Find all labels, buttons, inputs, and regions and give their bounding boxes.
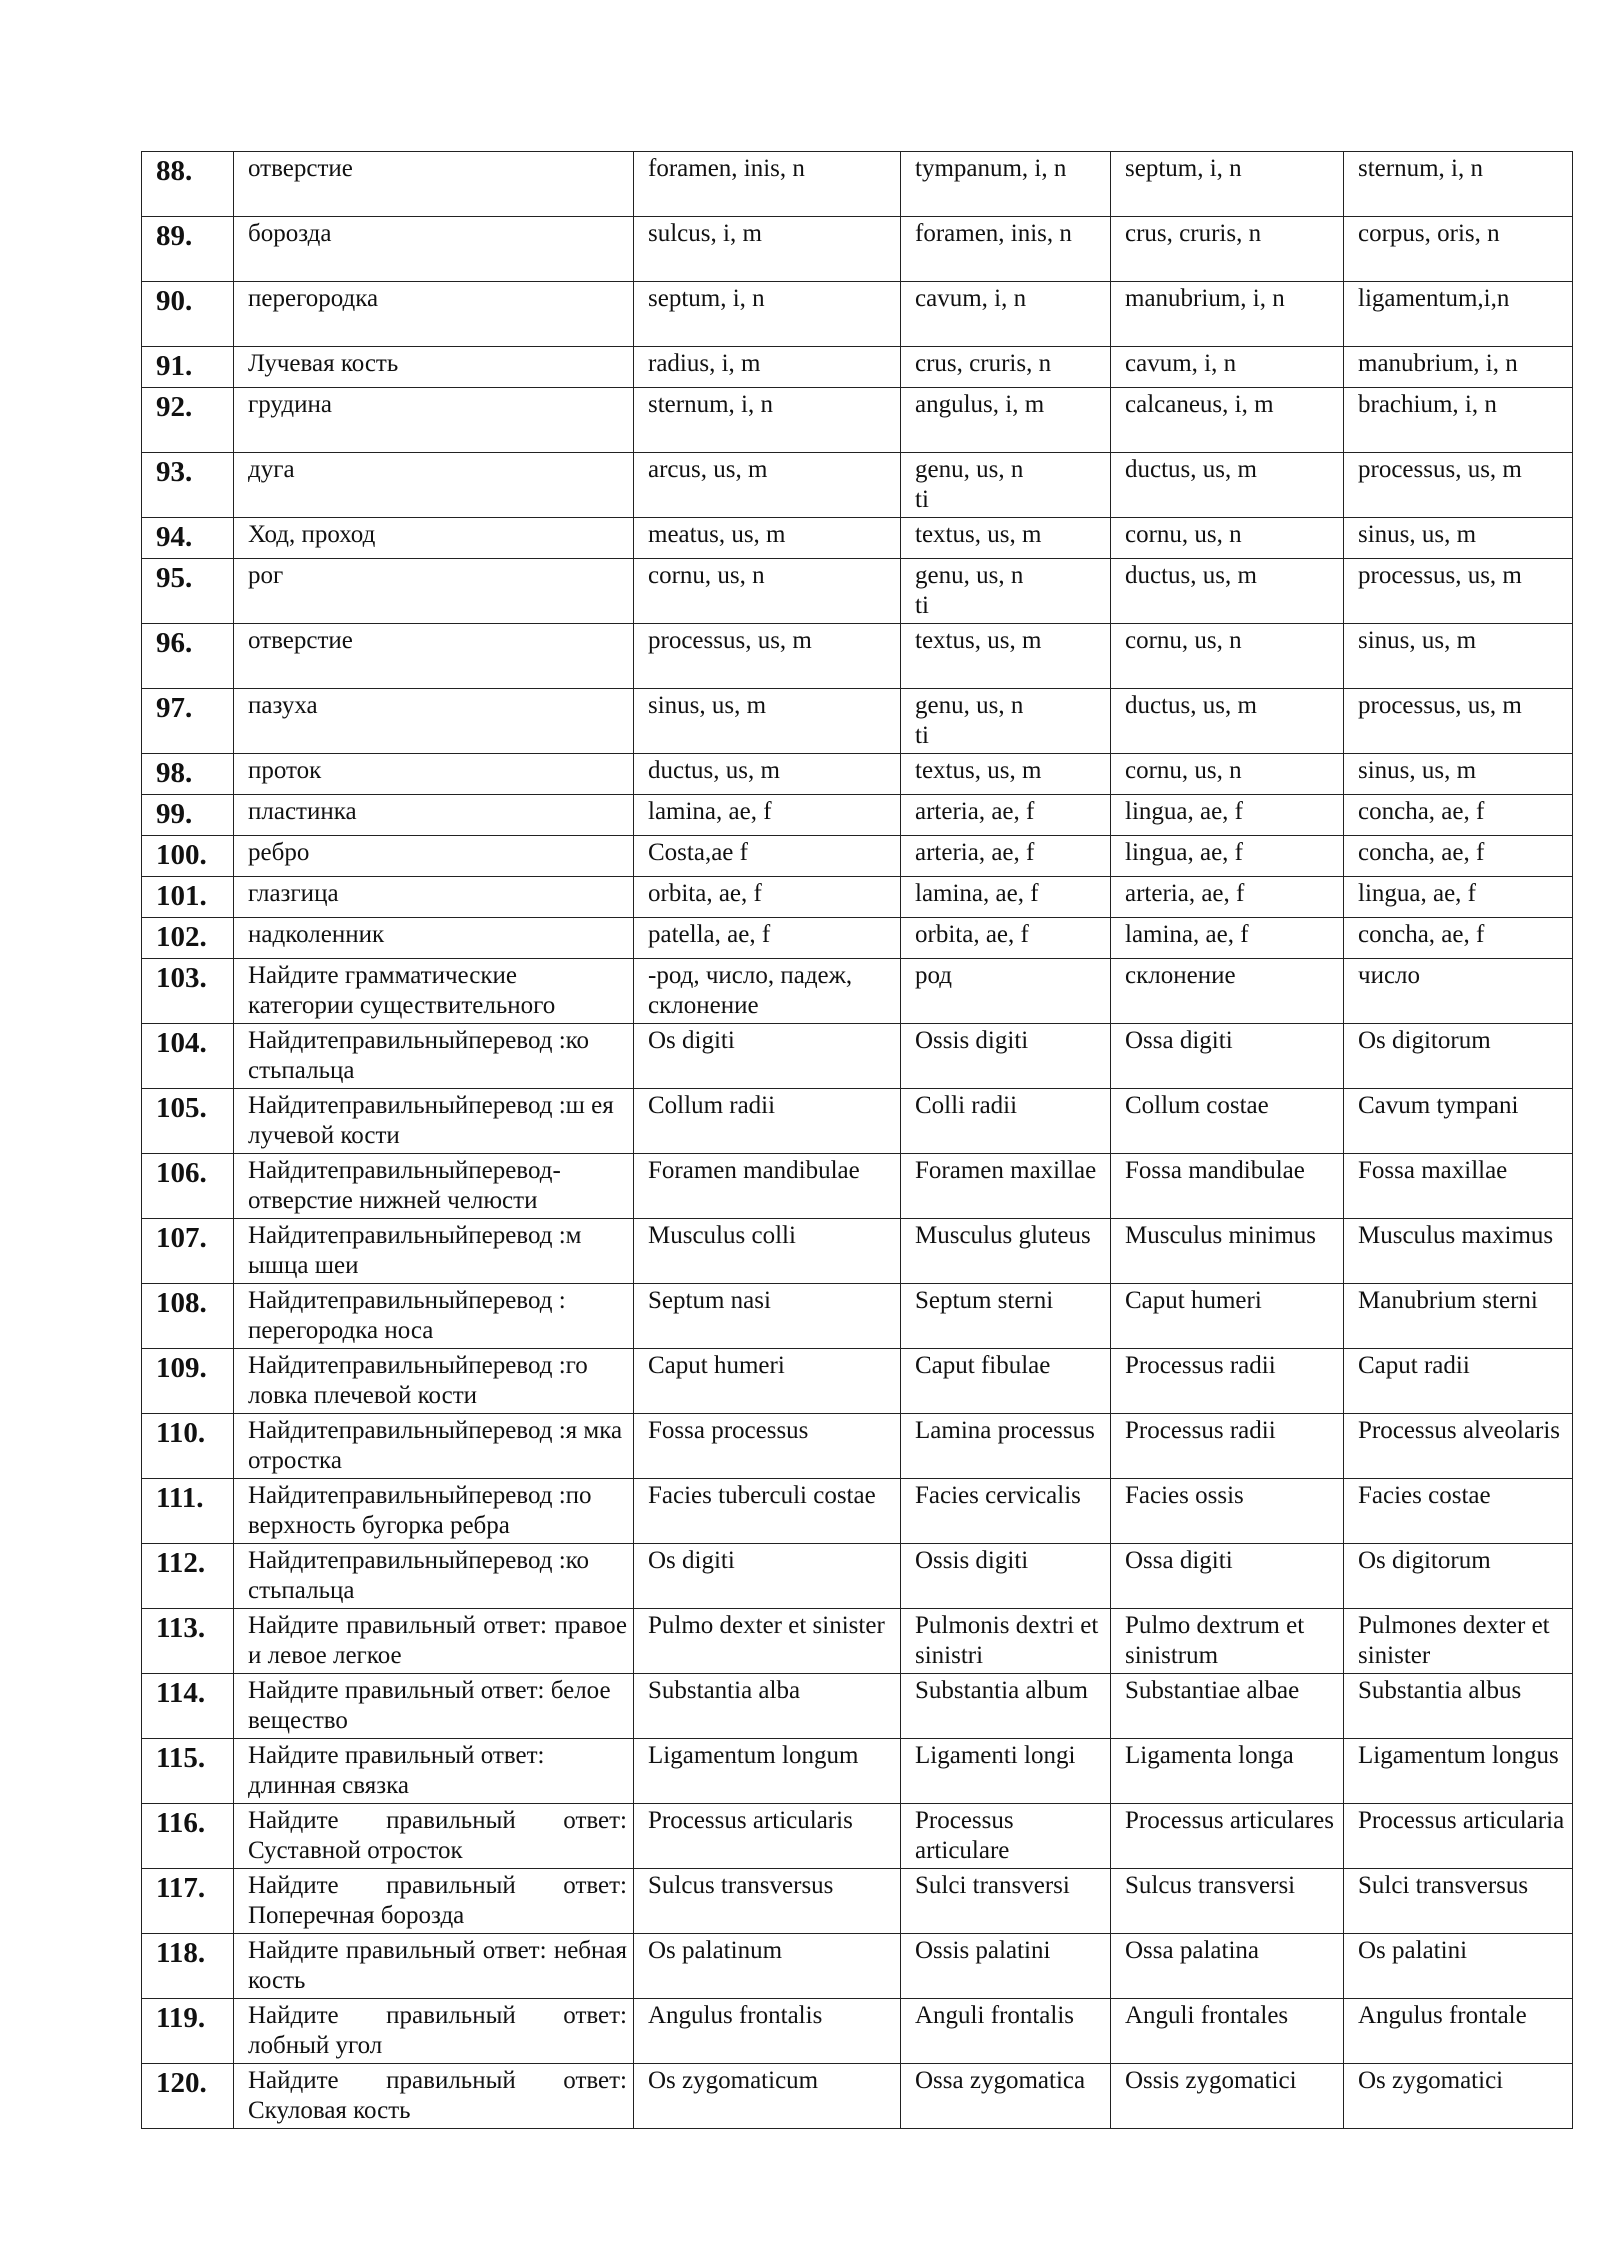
answer-option-a: Musculus colli bbox=[634, 1219, 901, 1284]
answer-option-b: Processus articulare bbox=[901, 1804, 1111, 1869]
answer-option-a: Fossa processus bbox=[634, 1414, 901, 1479]
question-text: глазгица bbox=[234, 877, 634, 918]
question-number: 89. bbox=[142, 217, 234, 282]
answer-option-c: Substantiae albae bbox=[1111, 1674, 1344, 1739]
answer-option-c: Musculus minimus bbox=[1111, 1219, 1344, 1284]
answer-option-b: Facies cervicalis bbox=[901, 1479, 1111, 1544]
question-text: Найдите правильный ответ: лобный угол bbox=[234, 1999, 634, 2064]
answer-option-d: concha, ae, f bbox=[1344, 795, 1573, 836]
answer-option-b: genu, us, n ti bbox=[901, 453, 1111, 518]
question-number: 110. bbox=[142, 1414, 234, 1479]
answer-option-d: число bbox=[1344, 959, 1573, 1024]
answer-option-a: Angulus frontalis bbox=[634, 1999, 901, 2064]
answer-option-b: genu, us, n ti bbox=[901, 559, 1111, 624]
answer-option-c: Fossa mandibulae bbox=[1111, 1154, 1344, 1219]
table-row bbox=[142, 347, 1573, 388]
answer-option-a: meatus, us, m bbox=[634, 518, 901, 559]
answer-option-d: Os digitorum bbox=[1344, 1544, 1573, 1609]
answer-option-d: concha, ae, f bbox=[1344, 918, 1573, 959]
table-row bbox=[142, 388, 1573, 453]
answer-option-a: Os palatinum bbox=[634, 1934, 901, 1999]
question-text: Лучевая кость bbox=[234, 347, 634, 388]
answer-option-a: lamina, ae, f bbox=[634, 795, 901, 836]
answer-option-b: Anguli frontalis bbox=[901, 1999, 1111, 2064]
table-row bbox=[142, 1024, 1573, 1089]
table-row bbox=[142, 1999, 1573, 2064]
answer-option-a: Sulcus transversus bbox=[634, 1869, 901, 1934]
question-text: рог bbox=[234, 559, 634, 624]
table-row bbox=[142, 877, 1573, 918]
question-text: дуга bbox=[234, 453, 634, 518]
answer-option-d: ligamentum,i,n bbox=[1344, 282, 1573, 347]
answer-option-d: Os zygomatici bbox=[1344, 2064, 1573, 2129]
answer-option-c: manubrium, i, n bbox=[1111, 282, 1344, 347]
question-text: Найдитеправильныйперевод :я мка отростка bbox=[234, 1414, 634, 1479]
answer-option-c: Caput humeri bbox=[1111, 1284, 1344, 1349]
question-text: Найдитеправильныйперевод :ш ея лучевой кости bbox=[234, 1089, 634, 1154]
answer-option-b: род bbox=[901, 959, 1111, 1024]
answer-option-d: sternum, i, n bbox=[1344, 152, 1573, 217]
answer-option-a: Ligamentum longum bbox=[634, 1739, 901, 1804]
question-number: 97. bbox=[142, 689, 234, 754]
question-text: Найдите правильный ответ: Суставной отросток bbox=[234, 1804, 634, 1869]
answer-option-a: sulcus, i, m bbox=[634, 217, 901, 282]
question-number: 118. bbox=[142, 1934, 234, 1999]
question-number: 113. bbox=[142, 1609, 234, 1674]
question-text: проток bbox=[234, 754, 634, 795]
answer-option-d: Os digitorum bbox=[1344, 1024, 1573, 1089]
question-text: отверстие bbox=[234, 152, 634, 217]
answer-option-c: Pulmo dextrum et sinistrum bbox=[1111, 1609, 1344, 1674]
question-text: пазуха bbox=[234, 689, 634, 754]
question-number: 98. bbox=[142, 754, 234, 795]
answer-option-a: -род, число, падеж, склонение bbox=[634, 959, 901, 1024]
answer-option-c: Collum costae bbox=[1111, 1089, 1344, 1154]
answer-option-d: Fossa maxillae bbox=[1344, 1154, 1573, 1219]
answer-option-c: Ossa digiti bbox=[1111, 1024, 1344, 1089]
answer-option-c: склонение bbox=[1111, 959, 1344, 1024]
question-number: 94. bbox=[142, 518, 234, 559]
answer-option-a: patella, ae, f bbox=[634, 918, 901, 959]
question-text: Найдите правильный ответ: Поперечная борозда bbox=[234, 1869, 634, 1934]
answer-option-d: Facies costae bbox=[1344, 1479, 1573, 1544]
answer-option-a: Substantia alba bbox=[634, 1674, 901, 1739]
answer-option-d: processus, us, m bbox=[1344, 689, 1573, 754]
question-text: Найдите грамматические категории существительного bbox=[234, 959, 634, 1024]
question-number: 99. bbox=[142, 795, 234, 836]
question-number: 88. bbox=[142, 152, 234, 217]
question-number: 114. bbox=[142, 1674, 234, 1739]
answer-option-d: lingua, ae, f bbox=[1344, 877, 1573, 918]
table-row bbox=[142, 1219, 1573, 1284]
answer-option-a: Os zygomaticum bbox=[634, 2064, 901, 2129]
table-row bbox=[142, 1479, 1573, 1544]
answer-option-b: angulus, i, m bbox=[901, 388, 1111, 453]
answer-option-c: septum, i, n bbox=[1111, 152, 1344, 217]
answer-option-a: Caput humeri bbox=[634, 1349, 901, 1414]
table-row bbox=[142, 1804, 1573, 1869]
answer-option-a: Processus articularis bbox=[634, 1804, 901, 1869]
answer-option-b: textus, us, m bbox=[901, 518, 1111, 559]
table-row bbox=[142, 282, 1573, 347]
question-number: 120. bbox=[142, 2064, 234, 2129]
answer-option-c: ductus, us, m bbox=[1111, 453, 1344, 518]
answer-option-c: cavum, i, n bbox=[1111, 347, 1344, 388]
question-number: 116. bbox=[142, 1804, 234, 1869]
answer-option-c: Ossa digiti bbox=[1111, 1544, 1344, 1609]
answer-option-b: Caput fibulae bbox=[901, 1349, 1111, 1414]
question-text: Найдите правильный ответ: белое вещество bbox=[234, 1674, 634, 1739]
table-row bbox=[142, 795, 1573, 836]
answer-option-c: Ossa palatina bbox=[1111, 1934, 1344, 1999]
answer-option-d: processus, us, m bbox=[1344, 559, 1573, 624]
answer-option-b: textus, us, m bbox=[901, 754, 1111, 795]
question-number: 93. bbox=[142, 453, 234, 518]
table-row bbox=[142, 1739, 1573, 1804]
table-row bbox=[142, 918, 1573, 959]
question-number: 108. bbox=[142, 1284, 234, 1349]
question-text: Найдитеправильныйперевод :ко стьпальца bbox=[234, 1544, 634, 1609]
question-text: грудина bbox=[234, 388, 634, 453]
answer-option-a: foramen, inis, n bbox=[634, 152, 901, 217]
answer-option-d: Processus articularia bbox=[1344, 1804, 1573, 1869]
answer-option-d: Ligamentum longus bbox=[1344, 1739, 1573, 1804]
answer-option-d: Pulmones dexter et sinister bbox=[1344, 1609, 1573, 1674]
answer-option-b: Septum sterni bbox=[901, 1284, 1111, 1349]
table-row bbox=[142, 1544, 1573, 1609]
table-row bbox=[142, 518, 1573, 559]
question-text: Найдите правильный ответ: длинная связка bbox=[234, 1739, 634, 1804]
answer-option-b: arteria, ae, f bbox=[901, 836, 1111, 877]
answer-option-d: sinus, us, m bbox=[1344, 518, 1573, 559]
table-row bbox=[142, 1869, 1573, 1934]
question-number: 105. bbox=[142, 1089, 234, 1154]
question-text: Найдитеправильныйперевод :по верхность бугорка ребра bbox=[234, 1479, 634, 1544]
question-text: перегородка bbox=[234, 282, 634, 347]
answer-option-a: radius, i, m bbox=[634, 347, 901, 388]
answer-option-d: Angulus frontale bbox=[1344, 1999, 1573, 2064]
answer-option-a: sinus, us, m bbox=[634, 689, 901, 754]
answer-option-d: Manubrium sterni bbox=[1344, 1284, 1573, 1349]
answer-option-c: Sulcus transversi bbox=[1111, 1869, 1344, 1934]
answer-option-c: cornu, us, n bbox=[1111, 754, 1344, 795]
table-row bbox=[142, 1609, 1573, 1674]
question-text: Найдите правильный ответ: Скуловая кость bbox=[234, 2064, 634, 2129]
table-row bbox=[142, 2064, 1573, 2129]
answer-option-c: calcaneus, i, m bbox=[1111, 388, 1344, 453]
answer-option-b: Lamina processus bbox=[901, 1414, 1111, 1479]
question-number: 111. bbox=[142, 1479, 234, 1544]
question-number: 103. bbox=[142, 959, 234, 1024]
answer-option-d: processus, us, m bbox=[1344, 453, 1573, 518]
answer-option-b: arteria, ae, f bbox=[901, 795, 1111, 836]
answer-option-d: Substantia albus bbox=[1344, 1674, 1573, 1739]
answer-option-b: tympanum, i, n bbox=[901, 152, 1111, 217]
answer-option-c: cornu, us, n bbox=[1111, 624, 1344, 689]
answer-option-a: ductus, us, m bbox=[634, 754, 901, 795]
table-row bbox=[142, 1154, 1573, 1219]
answer-option-a: Collum radii bbox=[634, 1089, 901, 1154]
answer-option-b: foramen, inis, n bbox=[901, 217, 1111, 282]
answer-option-c: Ossis zygomatici bbox=[1111, 2064, 1344, 2129]
question-text: пластинка bbox=[234, 795, 634, 836]
answer-option-a: arcus, us, m bbox=[634, 453, 901, 518]
answer-option-d: Musculus maximus bbox=[1344, 1219, 1573, 1284]
answer-option-c: Processus radii bbox=[1111, 1349, 1344, 1414]
table-row bbox=[142, 1674, 1573, 1739]
answer-option-b: genu, us, n ti bbox=[901, 689, 1111, 754]
question-number: 96. bbox=[142, 624, 234, 689]
answer-option-c: Ligamenta longa bbox=[1111, 1739, 1344, 1804]
answer-option-d: Processus alveolaris bbox=[1344, 1414, 1573, 1479]
answer-option-a: orbita, ae, f bbox=[634, 877, 901, 918]
answer-option-a: Foramen mandibulae bbox=[634, 1154, 901, 1219]
question-number: 115. bbox=[142, 1739, 234, 1804]
answer-option-d: Caput radii bbox=[1344, 1349, 1573, 1414]
question-number: 92. bbox=[142, 388, 234, 453]
answer-option-d: Os palatini bbox=[1344, 1934, 1573, 1999]
table-row bbox=[142, 836, 1573, 877]
answer-option-c: arteria, ae, f bbox=[1111, 877, 1344, 918]
question-text: Найдитеправильныйперевод :м ышца шеи bbox=[234, 1219, 634, 1284]
table-row bbox=[142, 1284, 1573, 1349]
table-row bbox=[142, 152, 1573, 217]
question-text: Найдитеправильныйперевод- отверстие нижней челюсти bbox=[234, 1154, 634, 1219]
question-number: 102. bbox=[142, 918, 234, 959]
answer-option-d: manubrium, i, n bbox=[1344, 347, 1573, 388]
question-text: отверстие bbox=[234, 624, 634, 689]
answer-option-d: Cavum tympani bbox=[1344, 1089, 1573, 1154]
question-number: 119. bbox=[142, 1999, 234, 2064]
answer-option-b: Ossa zygomatica bbox=[901, 2064, 1111, 2129]
table-row bbox=[142, 689, 1573, 754]
answer-option-c: ductus, us, m bbox=[1111, 689, 1344, 754]
answer-option-c: ductus, us, m bbox=[1111, 559, 1344, 624]
table-row bbox=[142, 559, 1573, 624]
table-row bbox=[142, 1349, 1573, 1414]
answer-option-c: Processus radii bbox=[1111, 1414, 1344, 1479]
answer-option-b: Ossis digiti bbox=[901, 1024, 1111, 1089]
answer-option-a: Facies tuberculi costae bbox=[634, 1479, 901, 1544]
answer-option-c: cornu, us, n bbox=[1111, 518, 1344, 559]
answer-option-b: crus, cruris, n bbox=[901, 347, 1111, 388]
question-number: 107. bbox=[142, 1219, 234, 1284]
question-text: Найдите правильный ответ: правое и левое легкое bbox=[234, 1609, 634, 1674]
question-number: 100. bbox=[142, 836, 234, 877]
answer-option-a: Pulmo dexter et sinister bbox=[634, 1609, 901, 1674]
question-text: ребро bbox=[234, 836, 634, 877]
question-number: 91. bbox=[142, 347, 234, 388]
answer-option-b: cavum, i, n bbox=[901, 282, 1111, 347]
question-number: 101. bbox=[142, 877, 234, 918]
answer-option-c: lamina, ae, f bbox=[1111, 918, 1344, 959]
answer-option-b: Colli radii bbox=[901, 1089, 1111, 1154]
table-row bbox=[142, 959, 1573, 1024]
question-table bbox=[141, 151, 1573, 2129]
answer-option-d: sinus, us, m bbox=[1344, 624, 1573, 689]
answer-option-d: concha, ae, f bbox=[1344, 836, 1573, 877]
table-row bbox=[142, 217, 1573, 282]
answer-option-a: processus, us, m bbox=[634, 624, 901, 689]
answer-option-d: Sulci transversus bbox=[1344, 1869, 1573, 1934]
question-number: 106. bbox=[142, 1154, 234, 1219]
question-table-body bbox=[142, 152, 1573, 2129]
answer-option-c: crus, cruris, n bbox=[1111, 217, 1344, 282]
question-text: Найдитеправильныйперевод :го ловка плечевой кости bbox=[234, 1349, 634, 1414]
table-row bbox=[142, 1414, 1573, 1479]
question-number: 117. bbox=[142, 1869, 234, 1934]
answer-option-b: Foramen maxillae bbox=[901, 1154, 1111, 1219]
answer-option-b: Musculus gluteus bbox=[901, 1219, 1111, 1284]
answer-option-d: corpus, oris, n bbox=[1344, 217, 1573, 282]
table-row bbox=[142, 1934, 1573, 1999]
answer-option-b: orbita, ae, f bbox=[901, 918, 1111, 959]
question-text: надколенник bbox=[234, 918, 634, 959]
answer-option-c: lingua, ae, f bbox=[1111, 795, 1344, 836]
answer-option-b: Ossis palatini bbox=[901, 1934, 1111, 1999]
answer-option-a: Costa,ae f bbox=[634, 836, 901, 877]
question-number: 95. bbox=[142, 559, 234, 624]
answer-option-c: Anguli frontales bbox=[1111, 1999, 1344, 2064]
answer-option-b: Pulmonis dextri et sinistri bbox=[901, 1609, 1111, 1674]
table-row bbox=[142, 624, 1573, 689]
question-text: борозда bbox=[234, 217, 634, 282]
answer-option-d: brachium, i, n bbox=[1344, 388, 1573, 453]
answer-option-b: Substantia album bbox=[901, 1674, 1111, 1739]
question-text: Найдитеправильныйперевод :ко стьпальца bbox=[234, 1024, 634, 1089]
table-row bbox=[142, 754, 1573, 795]
answer-option-b: Ligamenti longi bbox=[901, 1739, 1111, 1804]
answer-option-a: septum, i, n bbox=[634, 282, 901, 347]
answer-option-a: sternum, i, n bbox=[634, 388, 901, 453]
table-row bbox=[142, 453, 1573, 518]
question-text: Ход, проход bbox=[234, 518, 634, 559]
answer-option-a: Os digiti bbox=[634, 1024, 901, 1089]
question-number: 104. bbox=[142, 1024, 234, 1089]
question-number: 109. bbox=[142, 1349, 234, 1414]
answer-option-d: sinus, us, m bbox=[1344, 754, 1573, 795]
answer-option-b: Sulci transversi bbox=[901, 1869, 1111, 1934]
question-text: Найдите правильный ответ: небная кость bbox=[234, 1934, 634, 1999]
answer-option-c: Processus articulares bbox=[1111, 1804, 1344, 1869]
question-text: Найдитеправильныйперевод : перегородка носа bbox=[234, 1284, 634, 1349]
table-row bbox=[142, 1089, 1573, 1154]
answer-option-b: Ossis digiti bbox=[901, 1544, 1111, 1609]
question-number: 90. bbox=[142, 282, 234, 347]
answer-option-a: cornu, us, n bbox=[634, 559, 901, 624]
question-number: 112. bbox=[142, 1544, 234, 1609]
answer-option-c: Facies ossis bbox=[1111, 1479, 1344, 1544]
answer-option-b: lamina, ae, f bbox=[901, 877, 1111, 918]
answer-option-b: textus, us, m bbox=[901, 624, 1111, 689]
answer-option-a: Os digiti bbox=[634, 1544, 901, 1609]
answer-option-a: Septum nasi bbox=[634, 1284, 901, 1349]
answer-option-c: lingua, ae, f bbox=[1111, 836, 1344, 877]
